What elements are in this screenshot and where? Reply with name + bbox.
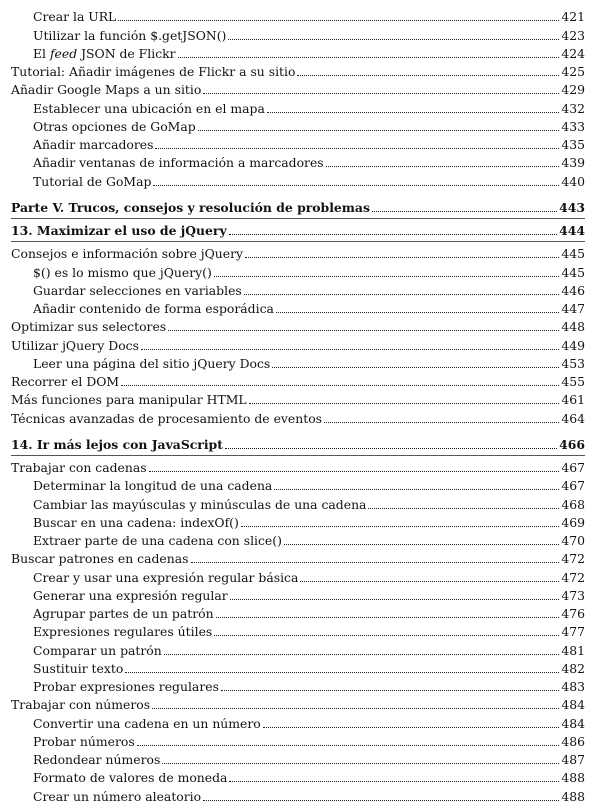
toc-entry-title: Tutorial: Añadir imágenes de Flickr a su sitio — [11, 64, 296, 79]
toc-entry[interactable] — [11, 548, 585, 566]
toc-entry-title: Expresiones regulares útiles — [33, 624, 213, 640]
toc-entry-title: Tutorial de GoMap — [33, 173, 152, 189]
chapter-title: 14. Ir más lejos con JavaScript — [11, 436, 223, 452]
toc-entry-title: Trabajar con cadenas — [11, 460, 147, 475]
toc-entry-page: 461 — [561, 392, 585, 408]
toc-entry-title: Añadir ventanas de información a marcadores — [33, 155, 324, 171]
toc-entry-page: 469 — [561, 514, 585, 530]
toc-entry[interactable] — [11, 603, 585, 621]
toc-entry-title: Técnicas avanzadas de procesamiento de eventos — [11, 410, 323, 426]
dot-leader — [225, 448, 557, 449]
toc-entry-title: Redondear números — [33, 752, 161, 767]
dot-leader — [164, 654, 560, 655]
toc-entry[interactable] — [11, 749, 585, 767]
toc-entry-page: 424 — [561, 45, 585, 61]
toc-entry-page: 488 — [561, 788, 585, 804]
dot-leader — [198, 130, 560, 131]
toc-entry[interactable] — [11, 785, 585, 803]
toc-entry-title: Otras opciones de GoMap — [33, 118, 196, 134]
dot-leader — [249, 403, 560, 404]
toc-entry-page: 449 — [561, 337, 585, 353]
dot-leader — [372, 211, 557, 212]
toc-entry[interactable] — [11, 243, 585, 261]
toc-entry-title: Comparar un patrón — [33, 642, 162, 658]
toc-entry-page: 446 — [561, 282, 585, 298]
dot-leader — [162, 763, 559, 764]
toc-entry-page: 484 — [561, 697, 585, 713]
chapter-title: 13. Maximizar el uso de jQuery — [11, 223, 227, 238]
toc-entry-page: 425 — [561, 64, 585, 79]
toc-entry-page: 435 — [561, 137, 585, 152]
toc-entry[interactable] — [11, 493, 585, 511]
toc-entry-page: 447 — [561, 301, 585, 316]
toc-entry-title — [33, 47, 177, 61]
toc-entry-page: 453 — [561, 355, 585, 371]
title-part: El — [33, 45, 50, 61]
toc-entry[interactable] — [11, 712, 585, 730]
toc-entry-title: Formato de valores de moneda — [33, 770, 228, 786]
toc-entry[interactable] — [11, 280, 585, 298]
toc-entry-page: 464 — [561, 410, 585, 426]
toc-entry-page: 476 — [561, 606, 585, 621]
chapter-page: 444 — [559, 223, 585, 238]
toc-entry-title: Probar números — [33, 733, 135, 749]
toc-entry-page: 432 — [561, 100, 585, 116]
toc-entry-page: 482 — [561, 660, 585, 676]
toc-entry[interactable] — [11, 79, 585, 97]
toc-entry[interactable] — [11, 334, 585, 352]
toc-entry-page: 486 — [561, 733, 585, 749]
toc-entry-page: 429 — [561, 82, 585, 98]
toc-entry-page: 423 — [561, 27, 585, 43]
dot-leader — [241, 526, 559, 527]
toc-entry-page: 445 — [561, 246, 585, 262]
dot-leader — [368, 508, 559, 509]
toc-entry[interactable] — [11, 566, 585, 584]
spacer — [11, 189, 585, 197]
toc-entry[interactable] — [11, 97, 585, 115]
dot-leader — [118, 20, 559, 21]
toc-entry-title: Utilizar la función $.getJSON() — [33, 27, 227, 43]
toc-entry-title: Buscar en una cadena: indexOf() — [33, 514, 239, 530]
dot-leader — [153, 185, 559, 186]
dot-leader — [229, 781, 559, 782]
toc-entry[interactable] — [11, 152, 585, 170]
toc-entry[interactable] — [11, 694, 585, 712]
toc-entry[interactable] — [11, 353, 585, 371]
toc-entry[interactable] — [11, 407, 585, 425]
dot-leader — [230, 599, 560, 600]
dot-leader — [229, 234, 557, 235]
toc-entry[interactable] — [11, 170, 585, 188]
toc-entry-title: Añadir marcadores — [33, 137, 154, 152]
table-of-contents — [11, 6, 585, 804]
dot-leader — [245, 257, 559, 258]
dot-leader — [178, 57, 560, 58]
toc-entry-title: Guardar selecciones en variables — [33, 282, 242, 298]
dot-leader — [137, 745, 560, 746]
toc-entry-title: Extraer parte de una cadena con slice() — [33, 533, 282, 548]
title-emphasis: feed — [49, 45, 78, 61]
toc-entry-page: 433 — [561, 118, 585, 134]
toc-entry-page: 467 — [561, 478, 585, 494]
toc-entry[interactable] — [11, 621, 585, 639]
spacer — [11, 426, 585, 434]
toc-entry[interactable] — [11, 457, 585, 475]
dot-leader — [263, 727, 560, 728]
toc-entry-page: 472 — [561, 551, 585, 567]
dot-leader — [276, 312, 559, 313]
toc-entry[interactable] — [11, 261, 585, 279]
toc-entry-title: Optimizar sus selectores — [11, 319, 167, 335]
toc-entry-title: Añadir Google Maps a un sitio — [11, 82, 202, 98]
toc-entry[interactable] — [11, 512, 585, 530]
toc-entry-title: Determinar la longitud de una cadena — [33, 478, 273, 494]
dot-leader — [274, 489, 559, 490]
toc-entry[interactable] — [11, 6, 585, 24]
dot-leader — [326, 166, 560, 167]
toc-entry-title: Leer una página del sitio jQuery Docs — [33, 355, 271, 371]
toc-entry-title: Probar expresiones regulares — [33, 679, 219, 694]
toc-entry[interactable] — [11, 530, 585, 548]
toc-entry-page: 440 — [561, 173, 585, 189]
toc-entry[interactable] — [11, 658, 585, 676]
dot-leader — [149, 471, 560, 472]
part-page: 443 — [559, 199, 585, 215]
toc-entry-title: Crear un número aleatorio — [33, 788, 202, 804]
title-part: JSON de Flickr — [77, 45, 176, 61]
toc-entry-title: Sustituir texto — [33, 660, 124, 676]
toc-entry-page: 421 — [561, 9, 585, 25]
dot-leader — [300, 581, 559, 582]
toc-entry[interactable] — [11, 116, 585, 134]
toc-entry-title: Utilizar jQuery Docs — [11, 337, 139, 353]
toc-entry[interactable] — [11, 475, 585, 493]
toc-entry[interactable] — [11, 731, 585, 749]
toc-entry-page: 477 — [561, 624, 585, 640]
part-title: Parte V. Trucos, consejos y resolución de problemas — [11, 199, 370, 215]
dot-leader — [214, 276, 560, 277]
dot-leader — [203, 800, 559, 801]
toc-entry-page: 468 — [561, 496, 585, 512]
toc-entry-title: Recorrer el DOM — [11, 374, 120, 389]
toc-entry[interactable] — [11, 298, 585, 316]
dot-leader — [216, 617, 560, 618]
toc-entry-page: 472 — [561, 569, 585, 585]
toc-entry-page: 439 — [561, 155, 585, 171]
toc-entry[interactable] — [11, 585, 585, 603]
toc-entry-page: 470 — [561, 533, 585, 548]
dot-leader — [168, 330, 559, 331]
dot-leader — [297, 75, 559, 76]
toc-entry-page: 488 — [561, 770, 585, 786]
toc-entry-title: Añadir contenido de forma esporádica — [33, 301, 274, 316]
toc-entry-page: 483 — [561, 679, 585, 694]
toc-entry-title: Consejos e información sobre jQuery — [11, 246, 243, 262]
toc-entry[interactable] — [11, 134, 585, 152]
toc-entry-title: Convertir una cadena en un número — [33, 715, 261, 731]
toc-entry[interactable] — [11, 767, 585, 785]
chapter-page: 466 — [559, 436, 585, 452]
toc-entry[interactable] — [11, 389, 585, 407]
toc-entry[interactable] — [11, 676, 585, 694]
toc-entry-title: Crear la URL — [33, 9, 117, 25]
toc-entry-page: 467 — [561, 460, 585, 475]
dot-leader — [203, 93, 559, 94]
toc-part-heading[interactable] — [11, 197, 585, 215]
toc-entry-page: 448 — [561, 319, 585, 335]
toc-entry-page: 484 — [561, 715, 585, 731]
toc-entry-page: 455 — [561, 374, 585, 389]
dot-leader — [152, 708, 559, 709]
dot-leader — [214, 635, 559, 636]
toc-entry[interactable] — [11, 61, 585, 79]
dot-leader — [244, 294, 560, 295]
dot-leader — [141, 349, 559, 350]
toc-entry-page: 481 — [561, 642, 585, 658]
dot-leader — [284, 544, 559, 545]
toc-entry-title: Cambiar las mayúsculas y minúsculas de una cadena — [33, 496, 367, 512]
toc-entry[interactable] — [11, 316, 585, 334]
toc-entry[interactable] — [11, 24, 585, 42]
dot-leader — [272, 367, 559, 368]
toc-entry-page: 473 — [561, 587, 585, 603]
toc-entry-title: Generar una expresión regular — [33, 587, 228, 603]
toc-entry-title: Agrupar partes de un patrón — [33, 606, 214, 621]
toc-chapter-heading[interactable] — [11, 220, 585, 238]
dot-leader — [155, 148, 559, 149]
toc-entry-title: Más funciones para manipular HTML — [11, 392, 247, 408]
toc-entry-title: Crear y usar una expresión regular básica — [33, 569, 299, 585]
toc-entry-title: $() es lo mismo que jQuery() — [33, 264, 212, 280]
dot-leader — [228, 39, 559, 40]
dot-leader — [191, 562, 560, 563]
dot-leader — [324, 422, 559, 423]
toc-entry-title: Trabajar con números — [11, 697, 151, 713]
dot-leader — [221, 690, 559, 691]
dot-leader — [267, 112, 560, 113]
toc-entry-page: 487 — [561, 752, 585, 767]
dot-leader — [125, 672, 559, 673]
toc-entry[interactable] — [11, 639, 585, 657]
dot-leader — [121, 385, 559, 386]
toc-chapter-heading[interactable] — [11, 434, 585, 452]
toc-entry-title: Establecer una ubicación en el mapa — [33, 100, 265, 116]
toc-entry[interactable] — [11, 43, 585, 61]
toc-entry-title: Buscar patrones en cadenas — [11, 551, 189, 567]
toc-entry[interactable] — [11, 371, 585, 389]
toc-entry-page: 445 — [561, 264, 585, 280]
